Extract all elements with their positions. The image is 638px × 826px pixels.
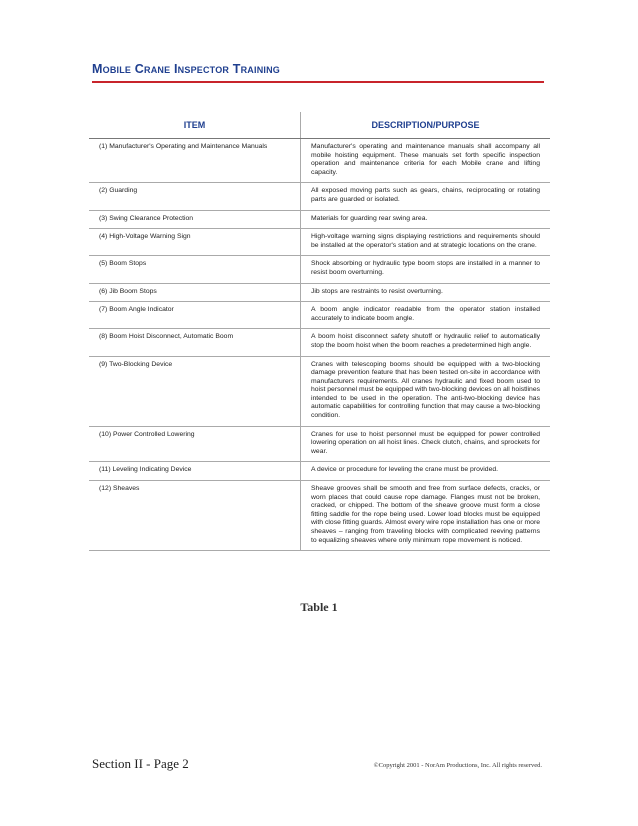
- item-cell: (2) Guarding: [89, 183, 301, 210]
- item-cell: (9) Two-Blocking Device: [89, 356, 301, 426]
- description-cell: Sheave grooves shall be smooth and free from surface defects, cracks, or worn places that could cause rope damage. Flanges must not be broken, cracked, or chipped. The bottom of the sheave groove must form a close fitting saddle for the rope being used. Lower load blocks must be equipped with close fitting guards. Almost every wire rope installation has one or more sheaves – ranging from traveling blocks with complicated reeving patterns to equalizing sheaves where only minimum rope movement is noticed.: [301, 481, 551, 551]
- item-cell: (8) Boom Hoist Disconnect, Automatic Boom: [89, 329, 301, 356]
- description-cell: Cranes with telescoping booms should be equipped with a two-blocking damage prevention feature that has been tested on-site in accordance with manufacturers requirements. All cranes hydraulic and fixed boom used to hoist personnel must be equipped with two-blocking devices on all hoistlines intended to be used in the operation. The anti-two-blocking device has automatic capabilities for controlling function that may cause a two-blocking condition.: [301, 356, 551, 426]
- table-row: [89, 183, 550, 210]
- item-cell: (4) High-Voltage Warning Sign: [89, 229, 301, 256]
- description-cell: A boom hoist disconnect safety shutoff or hydraulic relief to automatically stop the boom hoist when the boom reaches a predetermined high angle.: [301, 329, 551, 356]
- header-divider: [92, 81, 544, 83]
- item-column-header: ITEM: [89, 112, 301, 139]
- item-cell: (11) Leveling Indicating Device: [89, 462, 301, 481]
- table-caption: Table 1: [300, 600, 338, 614]
- description-cell: A boom angle indicator readable from the operator station installed accurately to indicate boom angle.: [301, 302, 551, 329]
- footer-copyright: ©Copyright 2001 - NorAm Productions, Inc. All rights reserved.: [373, 762, 542, 769]
- footer-page-label: Section II - Page 2: [92, 756, 189, 771]
- description-cell: High-voltage warning signs displaying restrictions and requirements should be installed at the operator's station and at strategic locations on the crane.: [301, 229, 551, 256]
- item-cell: (7) Boom Angle Indicator: [89, 302, 301, 329]
- description-cell: Manufacturer's operating and maintenance manuals shall accompany all mobile hoisting equipment. These manuals set forth specific inspection operation and maintenance criteria for each Mobile crane and lifting capacity.: [301, 139, 551, 183]
- table-row: [89, 462, 550, 481]
- item-cell: (5) Boom Stops: [89, 256, 301, 283]
- item-cell: (3) Swing Clearance Protection: [89, 210, 301, 229]
- table-row: [89, 210, 550, 229]
- description-cell: All exposed moving parts such as gears, chains, reciprocating or rotating parts are guarded or isolated.: [301, 183, 551, 210]
- table-row: [89, 426, 550, 462]
- inspection-items-table: [89, 112, 550, 551]
- item-cell: (1) Manufacturer's Operating and Maintenance Manuals: [89, 139, 301, 183]
- table-header-row: [89, 112, 550, 139]
- table-row: [89, 283, 550, 302]
- page-header-title: Mobile Crane Inspector Training: [92, 62, 281, 76]
- table-row: [89, 481, 550, 551]
- table-row: [89, 139, 550, 183]
- item-cell: (6) Jib Boom Stops: [89, 283, 301, 302]
- description-cell: Materials for guarding rear swing area.: [301, 210, 551, 229]
- description-cell: Cranes for use to hoist personnel must be equipped for power controlled lowering operation on all hoist lines. Check clutch, chains, and sprockets for wear.: [301, 426, 551, 462]
- table-row: [89, 302, 550, 329]
- table-row: [89, 329, 550, 356]
- description-cell: Shock absorbing or hydraulic type boom stops are installed in a manner to resist boom overturning.: [301, 256, 551, 283]
- table-row: [89, 256, 550, 283]
- description-column-header: DESCRIPTION/PURPOSE: [301, 112, 551, 139]
- item-cell: (10) Power Controlled Lowering: [89, 426, 301, 462]
- description-cell: A device or procedure for leveling the crane must be provided.: [301, 462, 551, 481]
- item-cell: (12) Sheaves: [89, 481, 301, 551]
- table-row: [89, 356, 550, 426]
- description-cell: Jib stops are restraints to resist overturning.: [301, 283, 551, 302]
- table-row: [89, 229, 550, 256]
